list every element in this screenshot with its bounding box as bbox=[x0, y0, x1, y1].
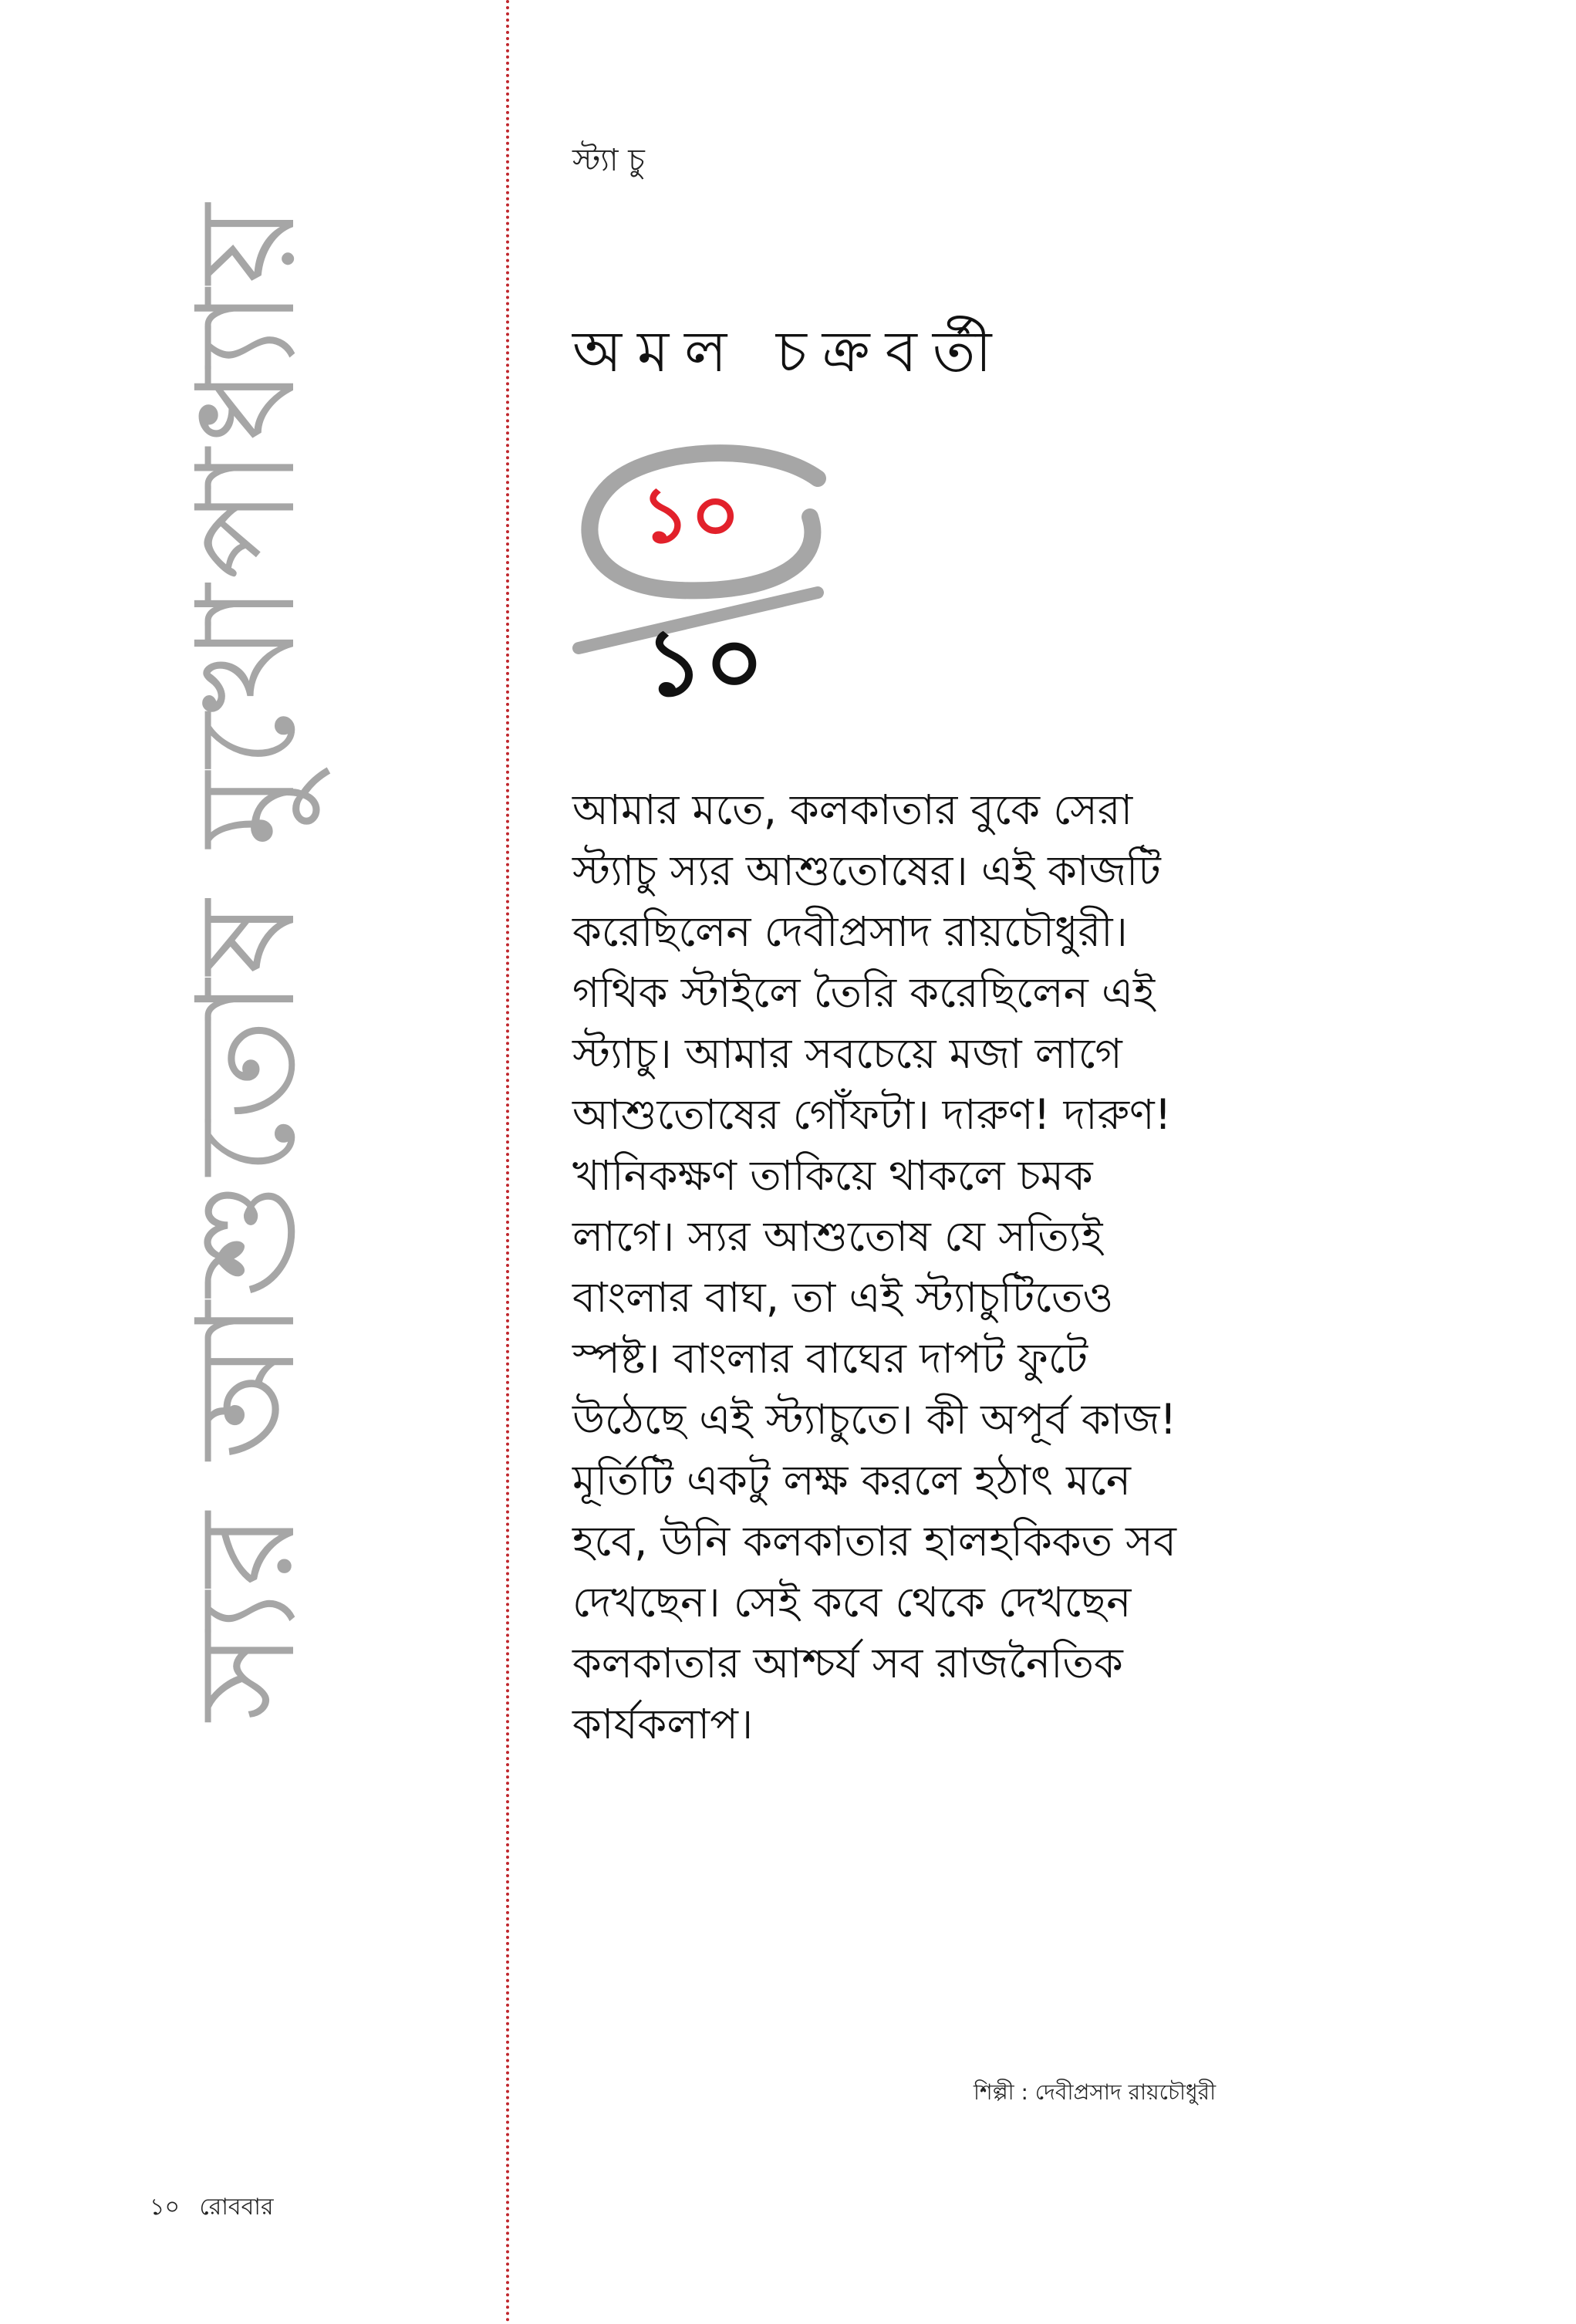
body-line: করেছিলেন দেবীপ্রসাদ রায়চৌধুরী। bbox=[572, 907, 1128, 956]
body-line: স্ট্যাচু স্যর আশুতোষের। এই কাজটি bbox=[572, 846, 1161, 895]
body-line: কার্যকলাপ। bbox=[572, 1700, 754, 1748]
article-body bbox=[572, 779, 1251, 1755]
page-divider bbox=[506, 0, 509, 2324]
body-line: হবে, উনি কলকাতার হালহকিকত সব bbox=[572, 1517, 1176, 1566]
author-name: অমল চক্রবর্তী bbox=[572, 319, 1007, 385]
body-line: লাগে। স্যর আশুতোষ যে সত্যিই bbox=[572, 1212, 1103, 1261]
body-line: স্পষ্ট। বাংলার বাঘের দাপট ফুটে bbox=[572, 1334, 1088, 1383]
body-line: উঠেছে এই স্ট্যাচুতে। কী অপূর্ব কাজ! bbox=[572, 1395, 1177, 1444]
body-line: স্ট্যাচু। আমার সবচেয়ে মজা লাগে bbox=[572, 1029, 1122, 1078]
page-footer bbox=[150, 2188, 274, 2228]
page-number: ১০ bbox=[150, 2194, 180, 2221]
body-line: গথিক স্টাইলে তৈরি করেছিলেন এই bbox=[572, 968, 1156, 1017]
rating-score: ১০ bbox=[640, 470, 741, 560]
body-line: মূর্তিটি একটু লক্ষ করলে হঠাৎ মনে bbox=[572, 1456, 1131, 1505]
body-line: কলকাতার আশ্চর্য সব রাজনৈতিক bbox=[572, 1639, 1123, 1687]
body-line: আমার মতে, কলকাতার বুকে সেরা bbox=[572, 785, 1133, 834]
body-line: খানিকক্ষণ তাকিয়ে থাকলে চমক bbox=[572, 1151, 1093, 1200]
rating-graphic bbox=[563, 432, 887, 741]
vertical-title: স্যর আশুতোষ মুখোপাধ্যায় bbox=[167, 199, 326, 1721]
section-label: স্ট্যা চু bbox=[572, 143, 645, 178]
body-line: দেখছেন। সেই কবে থেকে দেখছেন bbox=[572, 1578, 1132, 1626]
artist-caption: শিল্পী : দেবীপ্রসাদ রায়চৌধুরী bbox=[974, 2079, 1217, 2105]
publication-name: রোববার bbox=[199, 2194, 274, 2221]
body-line: বাংলার বাঘ, তা এই স্ট্যাচুটিতেও bbox=[572, 1273, 1114, 1322]
rating-out-of: ১০ bbox=[644, 610, 764, 717]
body-line: আশুতোষের গোঁফটা। দারুণ! দারুণ! bbox=[572, 1090, 1172, 1139]
